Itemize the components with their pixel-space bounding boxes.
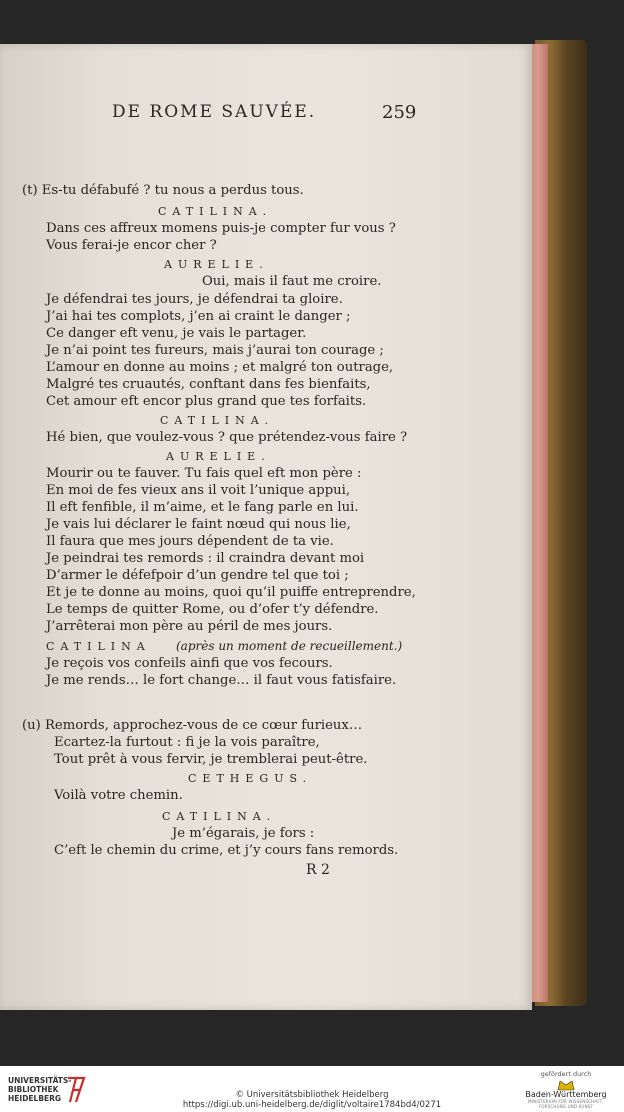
speaker-label: CATILINA [46, 640, 151, 653]
text-line: D’armer le défefpoir d’un gendre tel que toi ; [46, 568, 349, 583]
speaker-label: CATILINA. [160, 414, 275, 427]
text-line: (u) Remords, approchez-vous de ce cœur furieux… [22, 718, 363, 733]
footer-bar [0, 1066, 624, 1112]
text-line: Il eft fenfible, il m’aime, et le fang parle en lui. [46, 500, 359, 515]
speaker-label: AURELIE. [166, 450, 271, 463]
signature-mark: R 2 [306, 862, 330, 878]
text-line: Je me rends… le fort change… il faut vous fatisfaire. [46, 673, 397, 688]
library-logo-text: UNIVERSITÄTS- BIBLIOTHEK HEIDELBERG [8, 1076, 72, 1103]
funder-logo[interactable] [516, 1070, 616, 1110]
text-line: Et je te donne au moins, quoi qu’il puiffe entreprendre, [46, 585, 416, 600]
funder-name: Baden-Württemberg [525, 1090, 607, 1099]
text-line: Vous ferai-je encor cher ? [46, 238, 217, 253]
text-line: Cet amour eft encor plus grand que tes forfaits. [46, 394, 367, 409]
text-line: Ecartez-la furtout : fi je la vois paraître, [54, 735, 320, 750]
text-line: J’ai hai tes complots, j’en ai craint le danger ; [46, 309, 351, 324]
text-line: C’eft le chemin du crime, et j’y cours fans remords. [54, 843, 399, 858]
crest-icon [556, 1079, 576, 1091]
text-line: Ce danger eft venu, je vais le partager. [46, 326, 307, 341]
text-line: Je défendrai tes jours, je défendrai ta gloire. [46, 292, 343, 307]
text-line: Hé bien, que voulez-vous ? que prétendez-vous faire ? [46, 430, 408, 445]
text-line: Je n’ai point tes fureurs, mais j’aurai ton courage ; [46, 343, 384, 358]
running-head-title: DE ROME SAUVÉE. [112, 102, 317, 122]
speaker-label: AURELIE. [164, 258, 269, 271]
text-line: Dans ces affreux momens puis-je compter fur vous ? [46, 221, 396, 236]
text-line: En moi de fes vieux ans il voit l’unique appui, [46, 483, 351, 498]
text-line: Je reçois vos confeils ainfi que vos fecours. [46, 656, 333, 671]
text-line: Je vais lui déclarer le faint nœud qui nous lie, [46, 517, 351, 532]
text-line: L’amour en donne au moins ; et malgré ton outrage, [46, 360, 394, 375]
speaker-label: CETHEGUS. [188, 772, 313, 785]
text-line: Oui, mais il faut me croire. [202, 274, 382, 289]
text-line: Je m’égarais, je fors : [172, 826, 315, 841]
copyright-text: © Universitätsbibliothek Heidelberg [235, 1090, 389, 1100]
text-line: J’arrêterai mon père au péril de mes jours. [46, 619, 333, 634]
funder-subtitle: MINISTERIUM FÜR WISSENSCHAFT, FORSCHUNG UND KUNST [528, 1099, 604, 1109]
text-line: (t) Es-tu défabufé ? tu nous a perdus tous. [22, 183, 304, 198]
text-line: Voilà votre chemin. [54, 788, 183, 803]
page-number: 259 [382, 102, 417, 123]
stage-direction: (après un moment de recueillement.) [176, 639, 403, 653]
text-line: Je peindrai tes remords : il craindra devant moi [46, 551, 365, 566]
funded-by-text: gefördert durch [540, 1070, 592, 1078]
source-url-link[interactable]: https://digi.ub.uni-heidelberg.de/diglit/voltaire1784bd4/0271 [182, 1100, 442, 1110]
text-line: Tout prêt à vous fervir, je tremblerai peut-être. [54, 752, 368, 767]
text-line: Le temps de quitter Rome, ou d’ofer t’y défendre. [46, 602, 379, 617]
running-head [0, 102, 532, 128]
speaker-label: CATILINA. [162, 810, 277, 823]
text-line: Il faura que mes jours dépendent de ta vie. [46, 534, 334, 549]
speaker-label: CATILINA. [158, 205, 273, 218]
text-line: Malgré tes cruautés, conftant dans fes bienfaits, [46, 377, 371, 392]
text-line: Mourir ou te fauver. Tu fais quel eft mon père : [46, 466, 362, 481]
